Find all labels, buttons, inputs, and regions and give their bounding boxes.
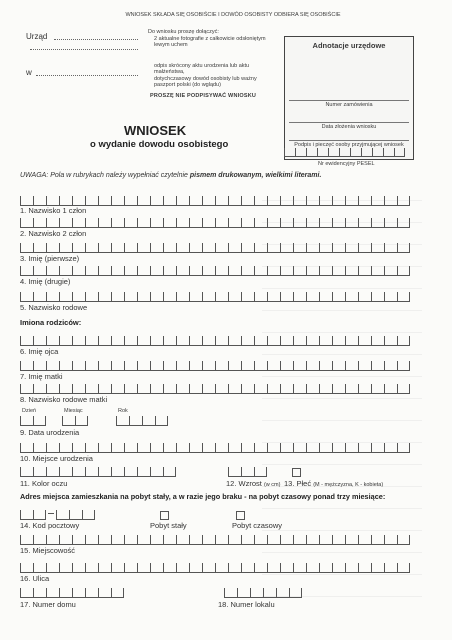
birth-year-boxes[interactable] (116, 416, 168, 426)
day-label: Dzień (22, 408, 37, 414)
street-label: 16. Ulica (20, 574, 50, 583)
house-number-boxes[interactable] (20, 588, 124, 598)
form-subtitle: o wydanie dowodu osobistego (90, 139, 229, 150)
office-input-line[interactable] (54, 39, 138, 40)
office-input-line-2[interactable] (30, 49, 138, 50)
height-label-text: 12. Wzrost (226, 479, 262, 488)
flat-number-label: 18. Numer lokalu (218, 600, 275, 609)
eye-color-boxes[interactable] (20, 467, 176, 477)
admin-title: Adnotacje urzędowe (312, 41, 386, 50)
uwaga-note (20, 172, 321, 179)
year-label: Rok (118, 408, 128, 414)
town-label: 15. Miejscowość (20, 546, 76, 555)
sex-label-text: 13. Płeć (284, 479, 312, 488)
attachments-title: Do wniosku proszę dołączyć: (148, 29, 219, 35)
postal-code-label: 14. Kod pocztowy (20, 521, 80, 530)
month-label: Miesiąc (64, 408, 83, 414)
parents-heading: Imiona rodziców: (20, 318, 82, 327)
birth-day-boxes[interactable] (20, 416, 46, 426)
temporary-stay-label: Pobyt czasowy (232, 521, 283, 530)
first-name-label: 3. Imię (pierwsze) (20, 254, 80, 263)
address-heading: Adres miejsca zamieszkania na pobyt stały, a w razie jego braku - na pobyt czasowy ponad trzy miesiące: (20, 492, 386, 501)
top-instruction: WNIOSEK SKŁADA SIĘ OSOBIŚCIE I DOWÓD OSOBISTY ODBIERA SIĘ OSOBIŚCIE (125, 12, 341, 18)
pesel-boxes[interactable] (284, 148, 405, 157)
place-label: w (26, 68, 32, 77)
sex-hint: (M - mężczyzna, K - kobieta) (313, 482, 384, 488)
father-name-label: 6. Imię ojca (20, 347, 59, 356)
postal-dash (48, 513, 54, 514)
height-unit: (w cm) (263, 482, 281, 488)
pesel-label: Nr ewidencyjny PESEL (318, 161, 375, 167)
family-name-label: 5. Nazwisko rodowe (20, 303, 88, 312)
submission-date-label: Data złożenia wniosku (289, 122, 409, 130)
second-name-label: 4. Imię (drugie) (20, 277, 71, 286)
attachment-item-1: 2 aktualne fotografie z całkowicie odsłoniętym lewym uchem (154, 35, 266, 48)
place-input-line[interactable] (36, 75, 138, 76)
receiver-signature-label: Podpis i pieczęć osoby przyjmującej wniosek (289, 140, 409, 148)
postal-code-boxes-1[interactable] (20, 510, 46, 520)
birth-date-label: 9. Data urodzenia (20, 428, 80, 437)
eye-color-label: 11. Kolor oczu (20, 479, 68, 488)
form-title: WNIOSEK (124, 123, 187, 138)
mother-family-name-label: 8. Nazwisko rodowe matki (20, 395, 108, 404)
permanent-stay-box[interactable] (160, 511, 169, 520)
birth-month-boxes[interactable] (62, 416, 88, 426)
uwaga-prefix: UWAGA: Pola w rubrykach należy wypełniać czytelnie (20, 172, 188, 179)
uwaga-bold: pismem drukowanym, wielkimi literami. (189, 172, 322, 179)
temporary-stay-box[interactable] (236, 511, 245, 520)
mother-name-label: 7. Imię matki (20, 372, 63, 381)
order-number-label: Numer zamówienia (289, 100, 409, 108)
attachments-note (148, 29, 276, 89)
no-sign-note: PROSZĘ NIE PODPISYWAĆ WNIOSKU (150, 93, 257, 99)
birth-place-label: 10. Miejsce urodzenia (20, 454, 93, 463)
postal-code-boxes-2[interactable] (56, 510, 95, 520)
admin-annotations-box (284, 36, 414, 160)
attachment-item-2: odpis skrócony aktu urodzenia lub aktu małżeństwa, (154, 62, 250, 75)
bleed-through-texture (262, 200, 422, 600)
surname-1-label: 1. Nazwisko 1 człon (20, 206, 87, 215)
house-number-label: 17. Numer domu (20, 600, 76, 609)
office-label: Urząd (26, 32, 48, 41)
permanent-stay-label: Pobyt stały (150, 521, 187, 530)
surname-2-label: 2. Nazwisko 2 człon (20, 229, 87, 238)
attachment-item-3: dotychczasowy dowód osobisty lub ważny paszport polski (do wglądu) (154, 75, 257, 88)
